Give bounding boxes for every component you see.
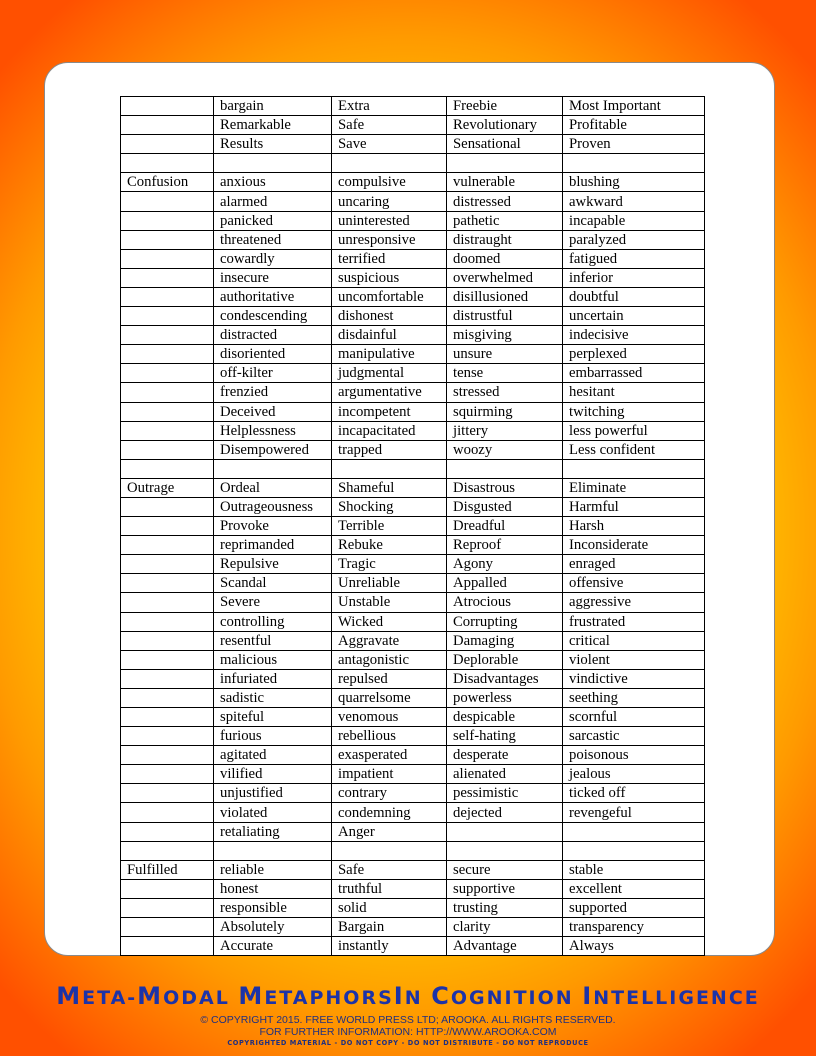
word-cell: desperate (447, 746, 563, 765)
table-row (121, 517, 705, 536)
word-cell: squirming (447, 402, 563, 421)
word-cell: Dreadful (447, 517, 563, 536)
table-row (121, 784, 705, 803)
category-cell (121, 135, 214, 154)
table-row (121, 173, 705, 192)
word-cell: doomed (447, 249, 563, 268)
word-cell: retaliating (214, 822, 332, 841)
table-row (121, 459, 705, 478)
word-cell: Terrible (332, 517, 447, 536)
word-cell: sadistic (214, 688, 332, 707)
word-cell: Always (563, 937, 705, 956)
word-cell: vindictive (563, 669, 705, 688)
category-cell (121, 612, 214, 631)
table-row (121, 192, 705, 211)
word-cell: reliable (214, 860, 332, 879)
word-cell: Severe (214, 593, 332, 612)
word-cell: Tragic (332, 555, 447, 574)
category-cell (121, 803, 214, 822)
word-cell: resentful (214, 631, 332, 650)
word-cell: overwhelmed (447, 268, 563, 287)
category-cell (121, 230, 214, 249)
word-cell: Helplessness (214, 421, 332, 440)
category-cell (121, 421, 214, 440)
table-row (121, 536, 705, 555)
copyright-line: © COPYRIGHT 2015. FREE WORLD PRESS LTD; AROOKA. ALL RIGHTS RESERVED. (200, 1014, 616, 1026)
category-cell: Outrage (121, 478, 214, 497)
table-row (121, 135, 705, 154)
word-cell: venomous (332, 708, 447, 727)
word-cell: excellent (563, 879, 705, 898)
table-row (121, 421, 705, 440)
word-cell: unresponsive (332, 230, 447, 249)
word-cell: Aggravate (332, 631, 447, 650)
table-row (121, 898, 705, 917)
word-cell: Inconsiderate (563, 536, 705, 555)
table-row (121, 937, 705, 956)
word-cell: poisonous (563, 746, 705, 765)
word-cell: Disastrous (447, 478, 563, 497)
table-row (121, 841, 705, 860)
category-cell (121, 937, 214, 956)
word-cell: pessimistic (447, 784, 563, 803)
table-row (121, 746, 705, 765)
table-row (121, 116, 705, 135)
word-cell: stressed (447, 383, 563, 402)
category-cell (121, 918, 214, 937)
word-cell: rebellious (332, 727, 447, 746)
word-cell: instantly (332, 937, 447, 956)
category-cell (121, 364, 214, 383)
category-cell (121, 116, 214, 135)
word-cell (563, 459, 705, 478)
word-cell: powerless (447, 688, 563, 707)
table-row (121, 574, 705, 593)
word-cell: repulsed (332, 669, 447, 688)
word-cell: uncaring (332, 192, 447, 211)
category-cell: Confusion (121, 173, 214, 192)
word-cell: honest (214, 879, 332, 898)
word-cell: distressed (447, 192, 563, 211)
word-cell: Disadvantages (447, 669, 563, 688)
category-cell: Fulfilled (121, 860, 214, 879)
word-cell: Provoke (214, 517, 332, 536)
word-cell: disdainful (332, 326, 447, 345)
word-cell: Profitable (563, 116, 705, 135)
word-cell: responsible (214, 898, 332, 917)
category-cell (121, 708, 214, 727)
word-cell: Reproof (447, 536, 563, 555)
word-cell: Unreliable (332, 574, 447, 593)
category-cell (121, 555, 214, 574)
notice-line: COPYRIGHTED MATERIAL - DO NOT COPY - DO NOT DISTRIBUTE - DO NOT REPRODUCE (227, 1039, 589, 1047)
word-cell: pathetic (447, 211, 563, 230)
word-cell: scornful (563, 708, 705, 727)
word-cell: dishonest (332, 307, 447, 326)
word-cell: woozy (447, 440, 563, 459)
word-cell: Outrageousness (214, 497, 332, 516)
word-cell: threatened (214, 230, 332, 249)
table-row (121, 154, 705, 173)
word-cell: violated (214, 803, 332, 822)
word-cell: Wicked (332, 612, 447, 631)
word-cell: trusting (447, 898, 563, 917)
word-cell: Freebie (447, 97, 563, 116)
word-cell: uninterested (332, 211, 447, 230)
word-cell: tense (447, 364, 563, 383)
word-cell: truthful (332, 879, 447, 898)
word-cell: vilified (214, 765, 332, 784)
word-cell: ticked off (563, 784, 705, 803)
category-cell (121, 383, 214, 402)
table-row (121, 555, 705, 574)
category-cell (121, 287, 214, 306)
word-cell: transparency (563, 918, 705, 937)
word-cell: Sensational (447, 135, 563, 154)
word-cell: impatient (332, 765, 447, 784)
word-cell: Absolutely (214, 918, 332, 937)
table-row (121, 612, 705, 631)
word-cell: spiteful (214, 708, 332, 727)
word-cell: clarity (447, 918, 563, 937)
word-cell: misgiving (447, 326, 563, 345)
word-cell: Atrocious (447, 593, 563, 612)
table-row (121, 803, 705, 822)
word-cell: embarrassed (563, 364, 705, 383)
category-cell (121, 307, 214, 326)
category-cell (121, 192, 214, 211)
category-cell (121, 154, 214, 173)
word-cell: despicable (447, 708, 563, 727)
word-cell: vulnerable (447, 173, 563, 192)
word-cell: judgmental (332, 364, 447, 383)
word-cell: alienated (447, 765, 563, 784)
word-cell: stable (563, 860, 705, 879)
category-cell (121, 326, 214, 345)
word-cell: seething (563, 688, 705, 707)
word-cell: incapacitated (332, 421, 447, 440)
word-cell: Safe (332, 860, 447, 879)
word-cell: Anger (332, 822, 447, 841)
word-cell: off-kilter (214, 364, 332, 383)
word-cell (214, 154, 332, 173)
word-cell: Corrupting (447, 612, 563, 631)
word-cell (563, 154, 705, 173)
word-cell: exasperated (332, 746, 447, 765)
word-cell: Safe (332, 116, 447, 135)
table-row (121, 631, 705, 650)
word-cell: panicked (214, 211, 332, 230)
word-cell: Harmful (563, 497, 705, 516)
word-cell: antagonistic (332, 650, 447, 669)
category-cell (121, 688, 214, 707)
word-cell: hesitant (563, 383, 705, 402)
word-cell: Shocking (332, 497, 447, 516)
table-row (121, 364, 705, 383)
table-row (121, 287, 705, 306)
word-cell: distracted (214, 326, 332, 345)
category-cell (121, 727, 214, 746)
word-cell: Repulsive (214, 555, 332, 574)
word-cell: aggressive (563, 593, 705, 612)
word-cell: argumentative (332, 383, 447, 402)
table-row (121, 402, 705, 421)
word-cell: anxious (214, 173, 332, 192)
category-cell (121, 746, 214, 765)
word-cell: Less confident (563, 440, 705, 459)
info-line: FOR FURTHER INFORMATION: HTTP://WWW.AROOKA.COM (259, 1026, 557, 1038)
category-cell (121, 593, 214, 612)
word-cell: jealous (563, 765, 705, 784)
word-cell: Results (214, 135, 332, 154)
word-cell: Disgusted (447, 497, 563, 516)
category-cell (121, 497, 214, 516)
word-cell: revengeful (563, 803, 705, 822)
word-cell (447, 154, 563, 173)
category-cell (121, 97, 214, 116)
category-cell (121, 402, 214, 421)
table-row (121, 650, 705, 669)
table-row (121, 307, 705, 326)
word-cell: cowardly (214, 249, 332, 268)
word-cell: distrustful (447, 307, 563, 326)
word-cell (563, 841, 705, 860)
word-cell: indecisive (563, 326, 705, 345)
word-cell: inferior (563, 268, 705, 287)
category-cell (121, 879, 214, 898)
category-cell (121, 268, 214, 287)
word-cell: contrary (332, 784, 447, 803)
word-cell: dejected (447, 803, 563, 822)
word-cell: reprimanded (214, 536, 332, 555)
word-cell: Accurate (214, 937, 332, 956)
table-row (121, 708, 705, 727)
word-table (120, 96, 705, 956)
word-cell: Deplorable (447, 650, 563, 669)
word-cell: frustrated (563, 612, 705, 631)
word-cell: twitching (563, 402, 705, 421)
word-cell: offensive (563, 574, 705, 593)
category-cell (121, 536, 214, 555)
word-cell: incompetent (332, 402, 447, 421)
table-row (121, 688, 705, 707)
word-cell: enraged (563, 555, 705, 574)
word-cell: uncomfortable (332, 287, 447, 306)
word-cell: paralyzed (563, 230, 705, 249)
table-row (121, 211, 705, 230)
word-cell: disillusioned (447, 287, 563, 306)
category-cell (121, 574, 214, 593)
word-cell: Eliminate (563, 478, 705, 497)
word-cell: distraught (447, 230, 563, 249)
word-cell: unsure (447, 345, 563, 364)
word-cell (214, 841, 332, 860)
category-cell (121, 440, 214, 459)
table-row (121, 765, 705, 784)
word-cell: fatigued (563, 249, 705, 268)
word-cell: furious (214, 727, 332, 746)
table-row (121, 593, 705, 612)
word-cell: Ordeal (214, 478, 332, 497)
word-cell: secure (447, 860, 563, 879)
word-cell (447, 459, 563, 478)
category-cell (121, 650, 214, 669)
category-cell (121, 631, 214, 650)
word-cell: Scandal (214, 574, 332, 593)
footer-banner-title (0, 982, 816, 1010)
word-cell: incapable (563, 211, 705, 230)
word-cell: malicious (214, 650, 332, 669)
word-cell: Harsh (563, 517, 705, 536)
word-cell (332, 459, 447, 478)
word-cell: condemning (332, 803, 447, 822)
word-cell: Most Important (563, 97, 705, 116)
word-cell: Remarkable (214, 116, 332, 135)
word-cell: jittery (447, 421, 563, 440)
word-cell: authoritative (214, 287, 332, 306)
word-cell: Shameful (332, 478, 447, 497)
category-cell (121, 669, 214, 688)
word-cell: agitated (214, 746, 332, 765)
category-cell (121, 517, 214, 536)
word-cell: trapped (332, 440, 447, 459)
table-row (121, 879, 705, 898)
word-cell: Bargain (332, 918, 447, 937)
category-cell (121, 841, 214, 860)
category-cell (121, 249, 214, 268)
word-cell: controlling (214, 612, 332, 631)
word-cell: solid (332, 898, 447, 917)
word-cell: manipulative (332, 345, 447, 364)
word-cell: critical (563, 631, 705, 650)
word-cell: Unstable (332, 593, 447, 612)
word-cell: suspicious (332, 268, 447, 287)
word-cell: condescending (214, 307, 332, 326)
word-cell: alarmed (214, 192, 332, 211)
category-cell (121, 765, 214, 784)
word-cell: sarcastic (563, 727, 705, 746)
word-cell: Advantage (447, 937, 563, 956)
table-row (121, 345, 705, 364)
word-cell: Deceived (214, 402, 332, 421)
word-cell: quarrelsome (332, 688, 447, 707)
word-cell: Revolutionary (447, 116, 563, 135)
table-row (121, 249, 705, 268)
category-cell (121, 784, 214, 803)
table-row (121, 727, 705, 746)
category-cell (121, 211, 214, 230)
table-row (121, 497, 705, 516)
word-cell: blushing (563, 173, 705, 192)
word-cell: insecure (214, 268, 332, 287)
word-cell: Proven (563, 135, 705, 154)
word-cell: disoriented (214, 345, 332, 364)
word-cell: infuriated (214, 669, 332, 688)
word-cell: less powerful (563, 421, 705, 440)
word-cell: self-hating (447, 727, 563, 746)
word-cell: unjustified (214, 784, 332, 803)
table-row (121, 97, 705, 116)
category-cell (121, 345, 214, 364)
word-cell: compulsive (332, 173, 447, 192)
word-cell (332, 154, 447, 173)
word-cell: perplexed (563, 345, 705, 364)
word-cell: supportive (447, 879, 563, 898)
word-cell: Appalled (447, 574, 563, 593)
table-row (121, 440, 705, 459)
word-cell: Agony (447, 555, 563, 574)
word-cell (214, 459, 332, 478)
category-cell (121, 459, 214, 478)
table-row (121, 669, 705, 688)
table-row (121, 918, 705, 937)
word-table-body (121, 97, 705, 956)
category-cell (121, 822, 214, 841)
word-cell: bargain (214, 97, 332, 116)
word-cell (563, 822, 705, 841)
word-cell: doubtful (563, 287, 705, 306)
word-cell: Disempowered (214, 440, 332, 459)
table-row (121, 230, 705, 249)
table-row (121, 268, 705, 287)
word-cell (332, 841, 447, 860)
table-row (121, 383, 705, 402)
word-cell: uncertain (563, 307, 705, 326)
word-cell: Rebuke (332, 536, 447, 555)
word-cell: Save (332, 135, 447, 154)
table-row (121, 326, 705, 345)
table-row (121, 822, 705, 841)
table-row (121, 860, 705, 879)
word-cell: Extra (332, 97, 447, 116)
word-cell: awkward (563, 192, 705, 211)
word-cell: supported (563, 898, 705, 917)
table-row (121, 478, 705, 497)
word-cell (447, 822, 563, 841)
banner-title-text: META-MODAL METAPHORSIN COGNITION INTELLIGENCE (56, 982, 760, 1010)
word-cell: terrified (332, 249, 447, 268)
word-cell: violent (563, 650, 705, 669)
word-cell: Damaging (447, 631, 563, 650)
word-cell: frenzied (214, 383, 332, 402)
word-cell (447, 841, 563, 860)
category-cell (121, 898, 214, 917)
